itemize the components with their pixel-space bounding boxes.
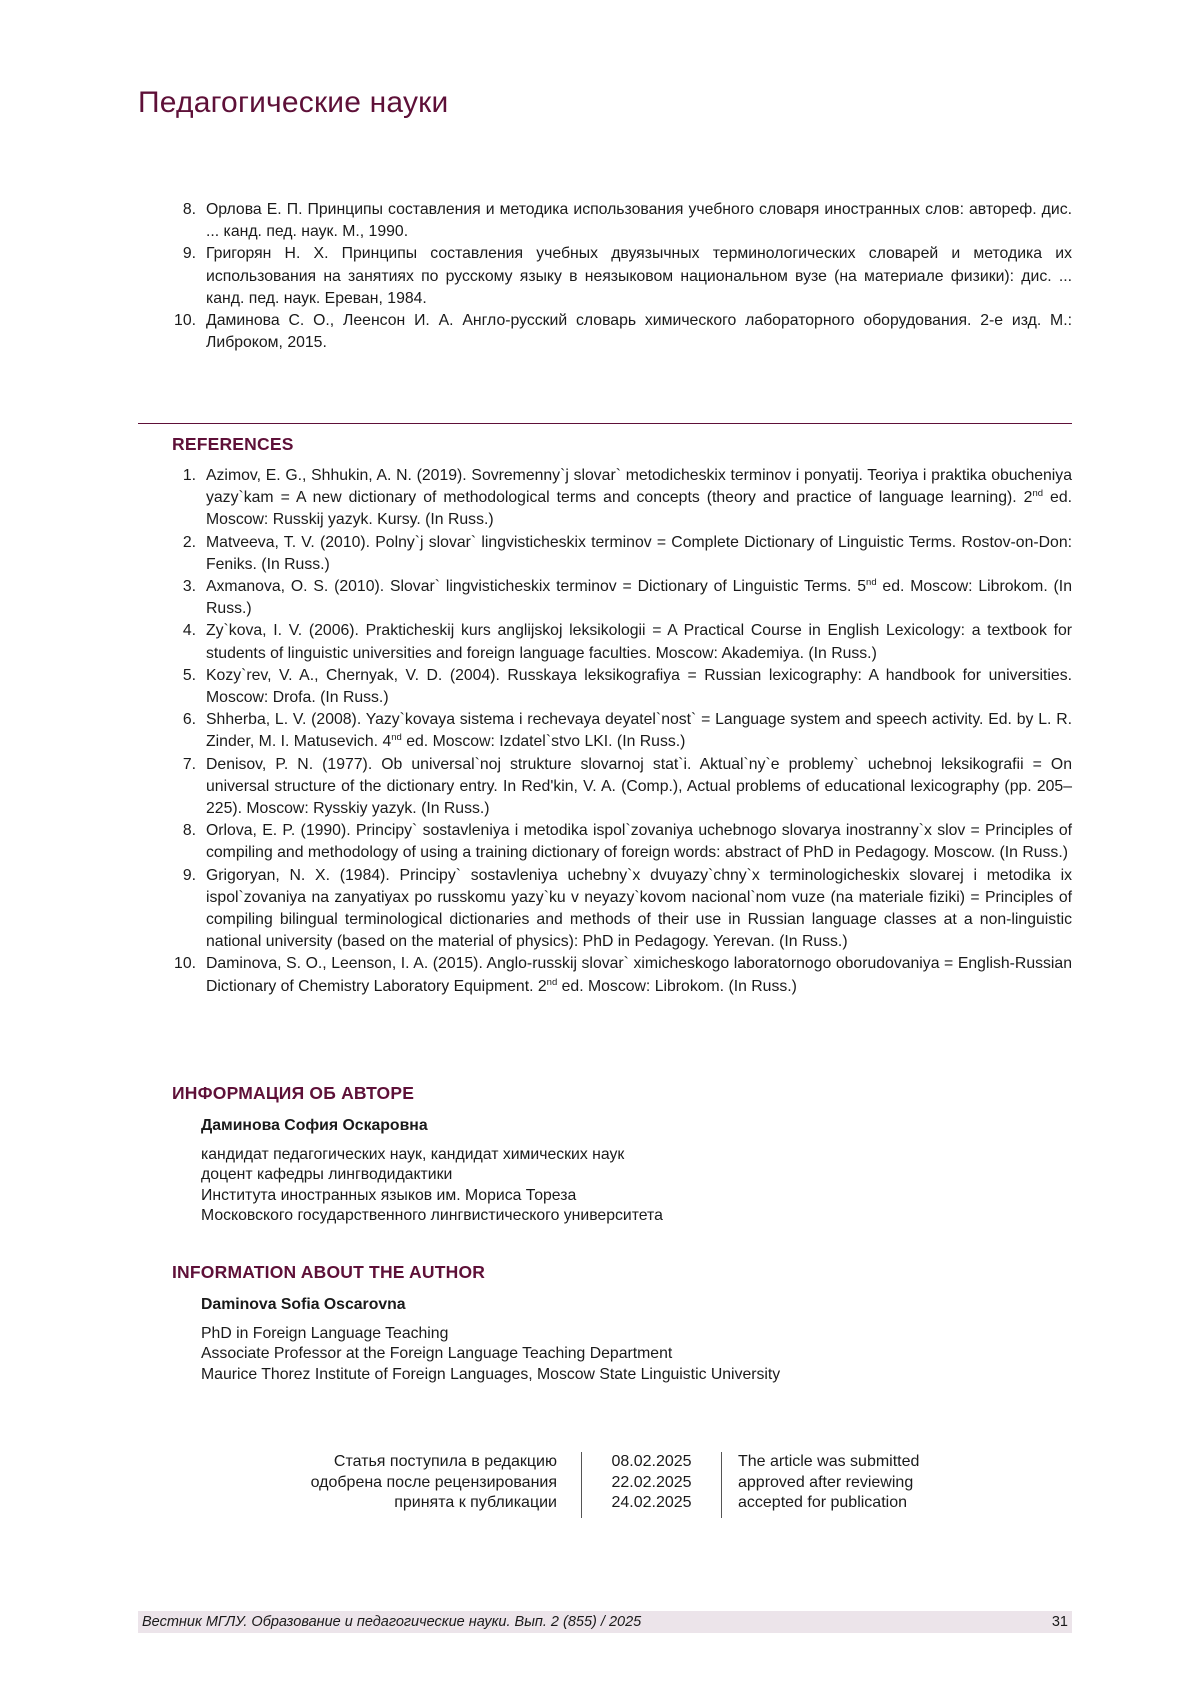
ref-text: Григорян Н. Х. Принципы составления учебных двуязычных терминологических словарей и методика их использования на занятиях по русскому языку в неязыковом национальном вузе (на материале физики): дис. ... канд. пед. наук. Ереван, 1984. bbox=[206, 243, 1072, 310]
ref-number: 10. bbox=[172, 310, 206, 354]
author-name: Даминова София Оскаровна bbox=[201, 1116, 663, 1137]
ref-text: Shherba, L. V. (2008). Yazy`kovaya sistema i rechevaya deyatel`nost` = Language system and speech activity. Ed. by L. R. Zinder, M. I. Matusevich. 4nd ed. Moscow: Izdatel`stvo LKI. (In Russ.) bbox=[206, 709, 1072, 753]
ref-number: 8. bbox=[172, 199, 206, 243]
section-divider bbox=[138, 423, 1072, 424]
list-item bbox=[172, 310, 1072, 354]
ref-number: 2. bbox=[172, 532, 206, 576]
date-value: 22.02.2025 bbox=[582, 1473, 721, 1494]
author-line: доцент кафедры лингводидактики bbox=[201, 1165, 663, 1186]
list-item bbox=[172, 820, 1072, 864]
page-footer bbox=[138, 1611, 1072, 1633]
ref-number: 10. bbox=[172, 953, 206, 997]
dates-labels-en bbox=[722, 1452, 968, 1518]
list-item bbox=[172, 532, 1072, 576]
ref-number: 3. bbox=[172, 576, 206, 620]
ref-number: 9. bbox=[172, 243, 206, 310]
journal-title: Вестник МГЛУ. Образование и педагогические науки. Вып. 2 (855) / 2025 bbox=[142, 1611, 641, 1633]
date-label: accepted for publication bbox=[738, 1493, 968, 1514]
date-label: принята к публикации bbox=[280, 1493, 557, 1514]
list-item bbox=[172, 243, 1072, 310]
ru-reference-list bbox=[172, 199, 1072, 354]
author-info-ru bbox=[201, 1116, 663, 1227]
list-item bbox=[172, 199, 1072, 243]
list-item bbox=[172, 620, 1072, 664]
ref-number: 1. bbox=[172, 465, 206, 532]
author-info-ru-heading: ИНФОРМАЦИЯ ОБ АВТОРЕ bbox=[172, 1083, 414, 1104]
list-item bbox=[172, 709, 1072, 753]
ref-text: Orlova, E. P. (1990). Principy` sostavleniya i metodika ispol`zovaniya uchebnogo slovarya inostranny`x slov = Principles of compiling and methodology of using a training dictionary of foreign words: abstract of PhD in Pedagogy. Moscow. (In Russ.) bbox=[206, 820, 1072, 864]
list-item bbox=[172, 865, 1072, 954]
page-title: Педагогические науки bbox=[138, 86, 448, 120]
date-label: одобрена после рецензирования bbox=[280, 1473, 557, 1494]
date-value: 08.02.2025 bbox=[582, 1452, 721, 1473]
list-item bbox=[172, 665, 1072, 709]
ref-text: Grigoryan, N. X. (1984). Principy` sostavleniya uchebny`x dvuyazy`chny`x terminologicheskix slovarej i metodika ix ispol`zovaniya na zanyatiyax po russkomu yazy`ku v neyazy`kovom nacional`nom vuze (na materiale fiziki) = Principles of compiling bilingual terminological dictionaries and methods of their use in Russian language classes at a non-linguistic national university (based on the material of physics): PhD in Pedagogy. Yerevan. (In Russ.) bbox=[206, 865, 1072, 954]
author-name: Daminova Sofia Oscarovna bbox=[201, 1295, 780, 1316]
list-item bbox=[172, 576, 1072, 620]
author-line: Московского государственного лингвистического университета bbox=[201, 1206, 663, 1227]
date-value: 24.02.2025 bbox=[582, 1493, 721, 1514]
date-label: The article was submitted bbox=[738, 1452, 968, 1473]
ref-text: Орлова Е. П. Принципы составления и методика использования учебного словаря иностранных слов: автореф. дис. ... канд. пед. наук. М., 1990. bbox=[206, 199, 1072, 243]
author-info-en bbox=[201, 1295, 780, 1385]
ref-number: 5. bbox=[172, 665, 206, 709]
ref-number: 7. bbox=[172, 754, 206, 821]
dates-labels-ru bbox=[280, 1452, 581, 1518]
author-line: Maurice Thorez Institute of Foreign Languages, Moscow State Linguistic University bbox=[201, 1365, 780, 1386]
ref-text: Zy`kova, I. V. (2006). Prakticheskij kurs anglijskoj leksikologii = A Practical Course in English Lexicology: a textbook for students of linguistic universities and foreign language faculties. Moscow: Akademiya. (In Russ.) bbox=[206, 620, 1072, 664]
references-heading: REFERENCES bbox=[172, 434, 294, 455]
references-list bbox=[172, 465, 1072, 998]
list-item bbox=[172, 465, 1072, 532]
ref-text: Даминова С. О., Леенсон И. А. Англо-русский словарь химического лабораторного оборудования. 2-е изд. М.: Либроком, 2015. bbox=[206, 310, 1072, 354]
list-item bbox=[172, 953, 1072, 997]
author-line: кандидат педагогических наук, кандидат химических наук bbox=[201, 1145, 663, 1166]
ref-number: 6. bbox=[172, 709, 206, 753]
ref-text: Daminova, S. O., Leenson, I. A. (2015). Anglo-russkij slovar` ximicheskogo laboratornogo oborudovaniya = English-Russian Dictionary of Chemistry Laboratory Equipment. 2nd ed. Moscow: Librokom. (In Russ.) bbox=[206, 953, 1072, 997]
ref-text: Denisov, P. N. (1977). Ob universal`noj strukture slovarnoj stat`i. Aktual`ny`e problemy` uchebnoj leksikografii = On universal structure of the dictionary entry. In Red'kin, V. A. (Comp.), Actual problems of educational lexicography (pp. 205–225). Moscow: Rysskiy yazyk. (In Russ.) bbox=[206, 754, 1072, 821]
ref-number: 4. bbox=[172, 620, 206, 664]
ref-number: 9. bbox=[172, 865, 206, 954]
date-label: Статья поступила в редакцию bbox=[280, 1452, 557, 1473]
page-number: 31 bbox=[1052, 1611, 1068, 1633]
list-item bbox=[172, 754, 1072, 821]
author-line: Associate Professor at the Foreign Language Teaching Department bbox=[201, 1344, 780, 1365]
dates-values bbox=[581, 1452, 722, 1518]
ref-text: Azimov, E. G., Shhukin, A. N. (2019). Sovremenny`j slovar` metodicheskix terminov i ponyatij. Teoriya i praktika obucheniya yazy`kam = A new dictionary of methodological terms and concepts (theory and practice of language learning). 2nd ed. Moscow: Russkij yazyk. Kursy. (In Russ.) bbox=[206, 465, 1072, 532]
date-label: approved after reviewing bbox=[738, 1473, 968, 1494]
ref-text: Kozy`rev, V. A., Chernyak, V. D. (2004). Russkaya leksikografiya = Russian lexicography: A handbook for universities. Moscow: Drofa. (In Russ.) bbox=[206, 665, 1072, 709]
author-line: Института иностранных языков им. Мориса Тореза bbox=[201, 1186, 663, 1207]
ref-text: Matveeva, T. V. (2010). Polny`j slovar` lingvisticheskix terminov = Complete Dictionary of Linguistic Terms. Rostov-on-Don: Feniks. (In Russ.) bbox=[206, 532, 1072, 576]
article-dates bbox=[280, 1452, 968, 1518]
author-line: PhD in Foreign Language Teaching bbox=[201, 1324, 780, 1345]
author-info-en-heading: INFORMATION ABOUT THE AUTHOR bbox=[172, 1262, 485, 1283]
ref-text: Axmanova, O. S. (2010). Slovar` lingvisticheskix terminov = Dictionary of Linguistic Terms. 5nd ed. Moscow: Librokom. (In Russ.) bbox=[206, 576, 1072, 620]
ref-number: 8. bbox=[172, 820, 206, 864]
